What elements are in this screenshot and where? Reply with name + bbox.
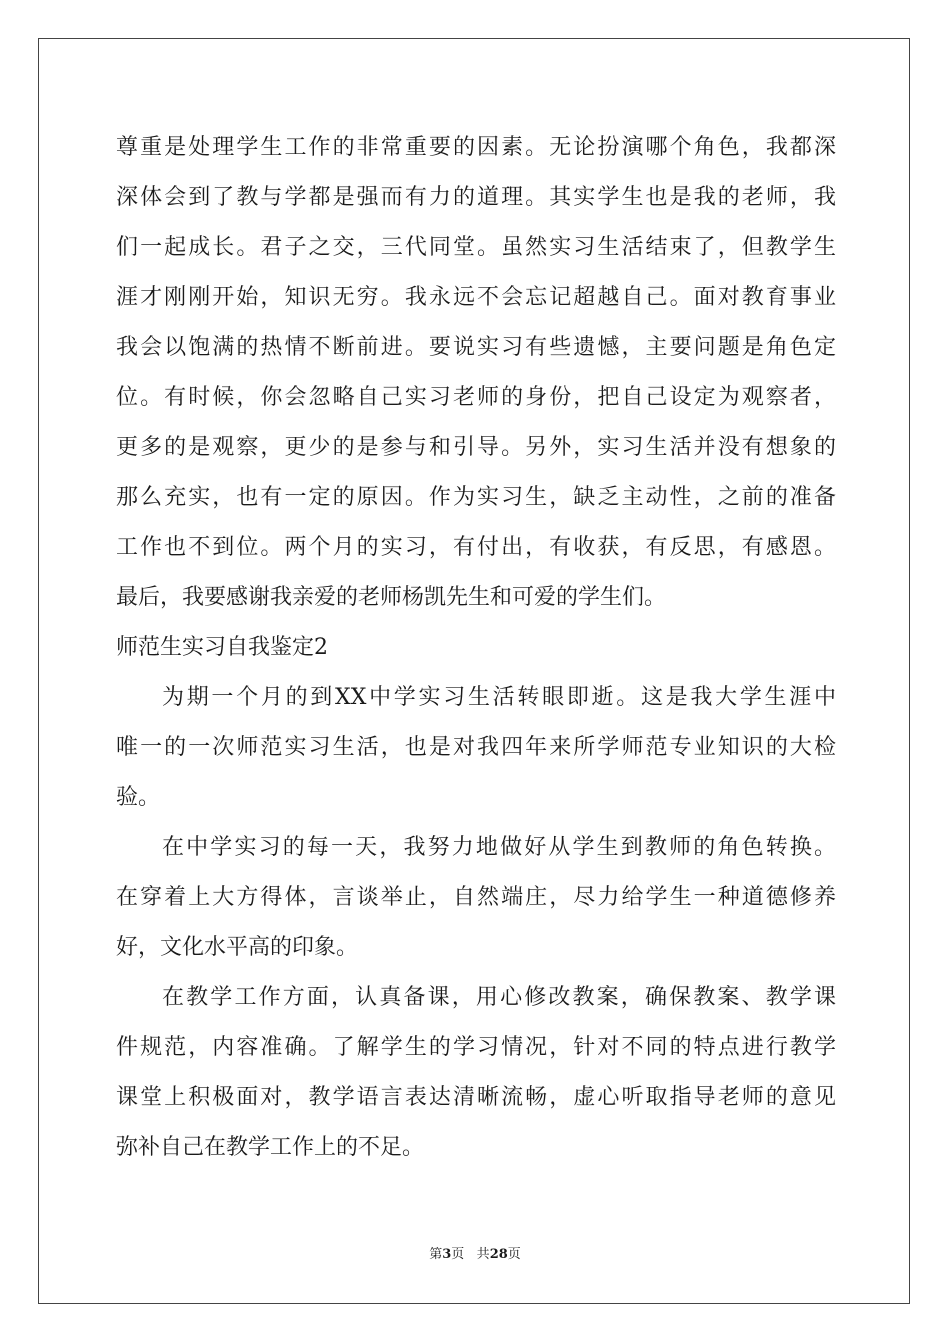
paragraph-line: 涯才刚刚开始，知识无穷。我永远不会忘记超越自己。面对教育事业: [116, 285, 836, 310]
paragraph-line: 那么充实，也有一定的原因。作为实习生，缺乏主动性，之前的准备: [116, 485, 836, 510]
section-heading: 师范生实习自我鉴定2: [116, 635, 328, 660]
paragraph-line: 在穿着上大方得体，言谈举止，自然端庄，尽力给学生一种道德修养: [116, 885, 836, 910]
total-prefix: 共: [476, 1247, 490, 1262]
total-suffix: 页: [507, 1247, 521, 1262]
page-number: 3: [442, 1247, 452, 1262]
paragraph-line: 在中学实习的每一天，我努力地做好从学生到教师的角色转换。: [162, 835, 836, 860]
paragraph-line: 工作也不到位。两个月的实习，有付出，有收获，有反思，有感恩。: [116, 535, 836, 560]
paragraph-line: 我会以饱满的热情不断前进。要说实习有些遗憾，主要问题是角色定: [116, 335, 836, 360]
paragraph-line: 深体会到了教与学都是强而有力的道理。其实学生也是我的老师，我: [116, 185, 836, 210]
paragraph-line: 唯一的一次师范实习生活，也是对我四年来所学师范专业知识的大检: [116, 735, 836, 760]
page-footer: [0, 1243, 950, 1262]
page-border: [38, 38, 910, 1304]
paragraph-line: 课堂上积极面对，教学语言表达清晰流畅，虚心听取指导老师的意见: [116, 1085, 836, 1110]
paragraph-line: 弥补自己在教学工作上的不足。: [116, 1135, 425, 1160]
paragraph-line: 好，文化水平高的印象。: [116, 935, 359, 960]
paragraph-line: 在教学工作方面，认真备课，用心修改教案，确保教案、教学课: [162, 985, 836, 1010]
paragraph-line: 验。: [116, 785, 161, 810]
paragraph-line: 件规范，内容准确。了解学生的学习情况，针对不同的特点进行教学: [116, 1035, 836, 1060]
paragraph-line: 最后，我要感谢我亲爱的老师杨凯先生和可爱的学生们。: [116, 585, 667, 610]
total-pages: 28: [489, 1247, 508, 1262]
paragraph-line: 更多的是观察，更少的是参与和引导。另外，实习生活并没有想象的: [116, 435, 836, 460]
page-prefix: 第: [429, 1247, 443, 1262]
page-suffix: 页: [451, 1247, 465, 1262]
paragraph-line: 尊重是处理学生工作的非常重要的因素。无论扮演哪个角色，我都深: [116, 135, 836, 160]
paragraph-line: 们一起成长。君子之交，三代同堂。虽然实习生活结束了，但教学生: [116, 235, 836, 260]
paragraph-line: 为期一个月的到XX中学实习生活转眼即逝。这是我大学生涯中: [162, 685, 836, 710]
paragraph-line: 位。有时候，你会忽略自己实习老师的身份，把自己设定为观察者，: [116, 385, 836, 410]
